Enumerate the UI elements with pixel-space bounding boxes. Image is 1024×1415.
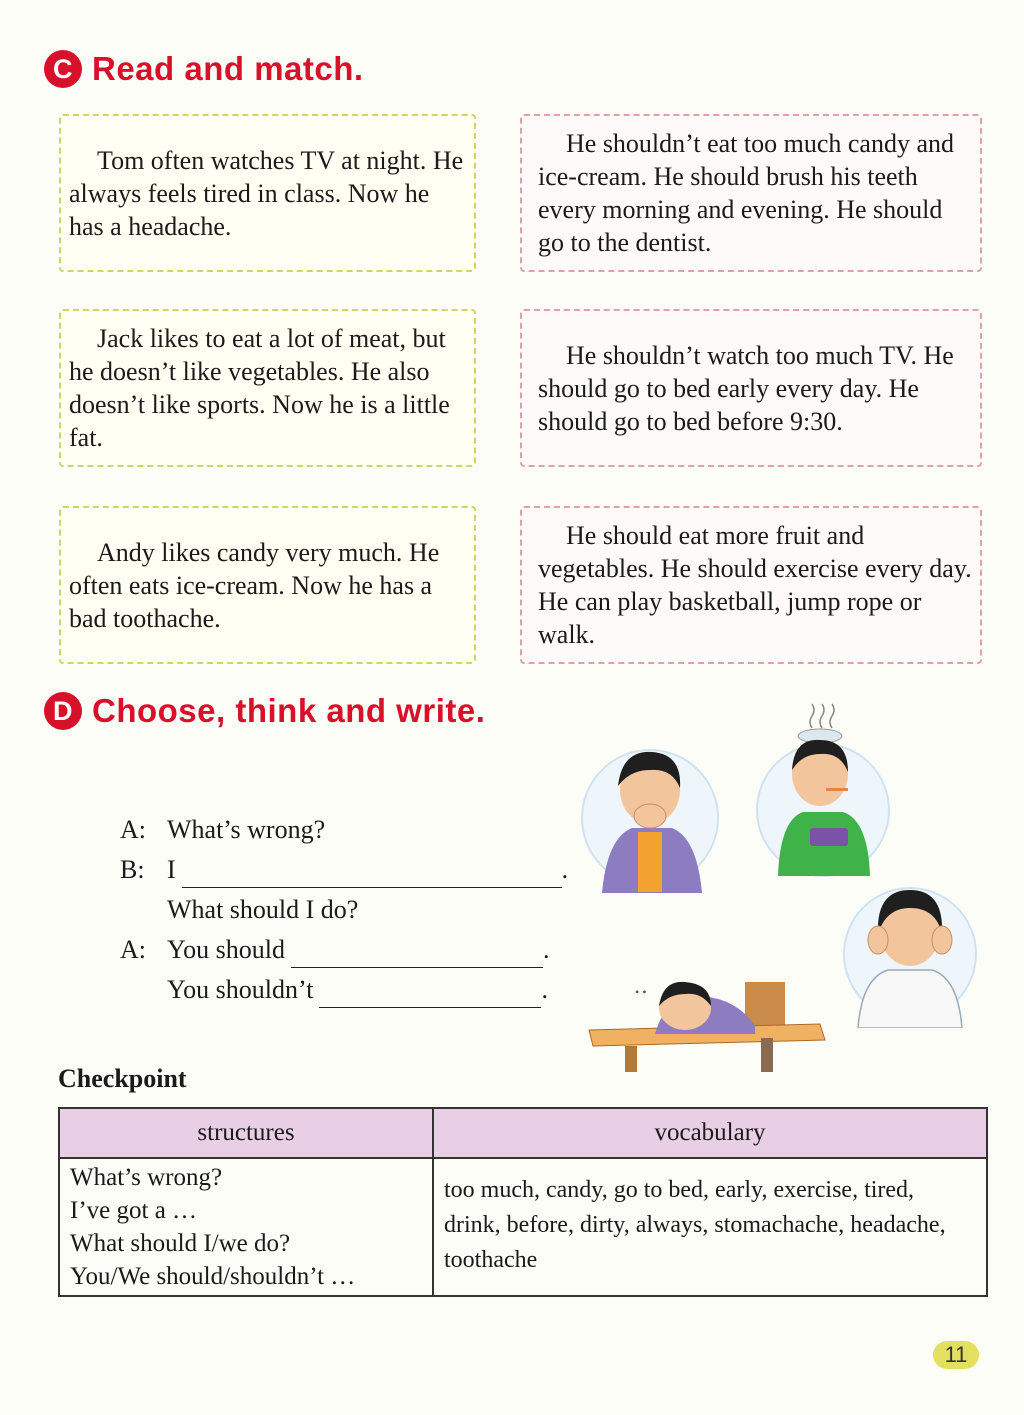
structure-item: You/We should/shouldn’t …	[70, 1263, 356, 1290]
advice-card-exercise[interactable]	[520, 506, 982, 664]
advice-card-dentist[interactable]	[520, 114, 982, 272]
structures-cell	[59, 1158, 433, 1296]
checkpoint-table	[58, 1107, 988, 1297]
dialog-line-what-should: What should I do?	[167, 895, 359, 924]
col-header-structures: structures	[59, 1108, 433, 1158]
section-c-heading	[44, 50, 364, 88]
dialog-line-whats-wrong: What’s wrong?	[167, 815, 326, 844]
headache-girl-illustration[interactable]	[840, 878, 980, 1028]
section-c-title: Read and match.	[92, 50, 364, 87]
checkpoint-title: Checkpoint	[58, 1064, 187, 1093]
problem-card-andy[interactable]	[59, 506, 476, 664]
answer-blank-shouldnt[interactable]	[319, 981, 541, 1008]
problem-card-tom[interactable]	[59, 114, 476, 272]
section-c-badge: C	[44, 50, 82, 88]
structure-item: What’s wrong?	[70, 1164, 223, 1191]
fever-boy-illustration[interactable]	[748, 700, 898, 880]
vocabulary-cell: too much, candy, go to bed, early, exercise, tired, drink, before, dirty, always, stomachache, headache, toothache	[433, 1158, 987, 1296]
speaker-a: A:	[120, 815, 146, 844]
advice-text: He shouldn’t eat too much candy and ice-cream. He should brush his teeth every morning and evening. He should go to the dentist.	[538, 129, 954, 257]
page-number: 11	[933, 1341, 979, 1369]
dialog-line-you-shouldnt: You shouldn’t	[167, 975, 314, 1004]
period: .	[541, 975, 548, 1004]
answer-blank-problem[interactable]	[182, 861, 562, 888]
structure-item: What should I/we do?	[70, 1230, 291, 1257]
problem-card-jack[interactable]	[59, 309, 476, 467]
section-d-heading	[44, 692, 485, 730]
toothache-boy-illustration[interactable]	[572, 728, 722, 898]
svg-text:• •: • •	[635, 985, 647, 999]
advice-text: He shouldn’t watch too much TV. He should go to bed early every day. He should go to bed before 9:30.	[538, 340, 954, 436]
problem-text: Andy likes candy very much. He often eats ice-cream. Now he has a bad toothache.	[69, 537, 440, 633]
structure-item: I’ve got a …	[70, 1197, 198, 1224]
period: .	[561, 855, 569, 884]
problem-text: Tom often watches TV at night. He always feels tired in class. Now he has a headache.	[69, 145, 464, 241]
period: .	[543, 935, 550, 964]
answer-blank-should[interactable]	[291, 941, 543, 968]
dialog-line-i: I	[167, 855, 176, 884]
speaker-a: A:	[120, 935, 146, 964]
tired-boy-at-desk-illustration[interactable]	[585, 962, 830, 1074]
advice-text: He should eat more fruit and vegetables. He should exercise every day. He can play basketball, jump rope or walk.	[538, 521, 972, 649]
section-d-badge: D	[44, 692, 82, 730]
col-header-vocabulary: vocabulary	[433, 1108, 987, 1158]
section-d-title: Choose, think and write.	[92, 692, 486, 729]
speaker-b: B:	[120, 855, 145, 884]
problem-text: Jack likes to eat a lot of meat, but he doesn’t like vegetables. He also doesn’t like sports. Now he is a little fat.	[69, 324, 450, 452]
dialog-line-you-should: You should	[167, 935, 286, 964]
advice-card-bed[interactable]	[520, 309, 982, 467]
